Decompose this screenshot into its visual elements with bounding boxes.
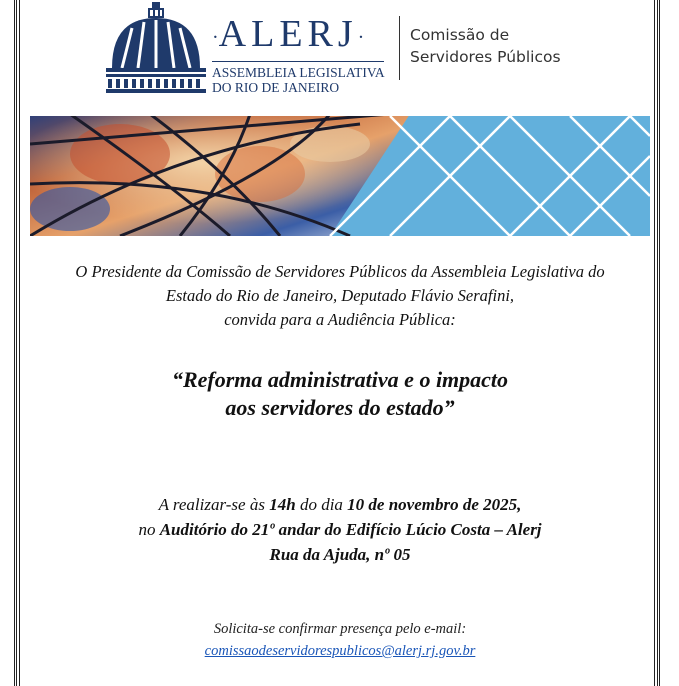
rsvp-email-link[interactable]: comissaodeservidorespublicos@alerj.rj.gov.br bbox=[204, 643, 476, 659]
header-banner-image bbox=[30, 114, 650, 236]
event-title-line-1: “Reforma administrativa e o impacto bbox=[171, 367, 509, 392]
datetime-middle: do dia bbox=[295, 495, 348, 514]
event-street: Rua da Ajuda, nº 05 bbox=[269, 545, 411, 564]
invitation-line-1: O Presidente da Comissão de Servidores Públicos da Assembleia Legislativa do bbox=[75, 262, 605, 281]
event-location bbox=[20, 517, 660, 542]
alerj-brand bbox=[212, 14, 392, 95]
commission-line-1: Comissão de bbox=[410, 26, 510, 44]
location-prefix: no bbox=[138, 520, 160, 539]
event-date: 10 de novembro de 2025, bbox=[347, 495, 522, 514]
commission-line-2: Servidores Públicos bbox=[410, 48, 561, 66]
invitation-line-2: Estado do Rio de Janeiro, Deputado Flávio Serafini, bbox=[165, 286, 515, 305]
event-details bbox=[20, 492, 660, 567]
alerj-dome-logo bbox=[104, 2, 208, 96]
brand-line-1: ASSEMBLEIA LEGISLATIVA bbox=[212, 65, 385, 81]
event-title-line-2: aos servidores do estado” bbox=[225, 395, 455, 420]
rsvp-text: Solicita-se confirmar presença pelo e-mail: bbox=[213, 621, 467, 637]
event-address bbox=[20, 542, 660, 567]
header-divider bbox=[399, 16, 400, 80]
event-title bbox=[20, 366, 660, 422]
invitation-text bbox=[20, 260, 660, 332]
brand-line-2: DO RIO DE JANEIRO bbox=[212, 80, 340, 96]
event-time: 14h bbox=[269, 495, 296, 514]
invitation-line-3: convida para a Audiência Pública: bbox=[224, 310, 456, 329]
datetime-prefix: A realizar-se às bbox=[158, 495, 270, 514]
event-datetime bbox=[20, 492, 660, 517]
brand-name: ·ALERJ· bbox=[212, 13, 365, 55]
rsvp bbox=[20, 618, 660, 662]
event-venue: Auditório do 21º andar do Edifício Lúcio Costa – Alerj bbox=[159, 520, 542, 539]
commission-name bbox=[410, 24, 561, 68]
brand-rule bbox=[212, 61, 384, 62]
page-border bbox=[14, 0, 660, 686]
